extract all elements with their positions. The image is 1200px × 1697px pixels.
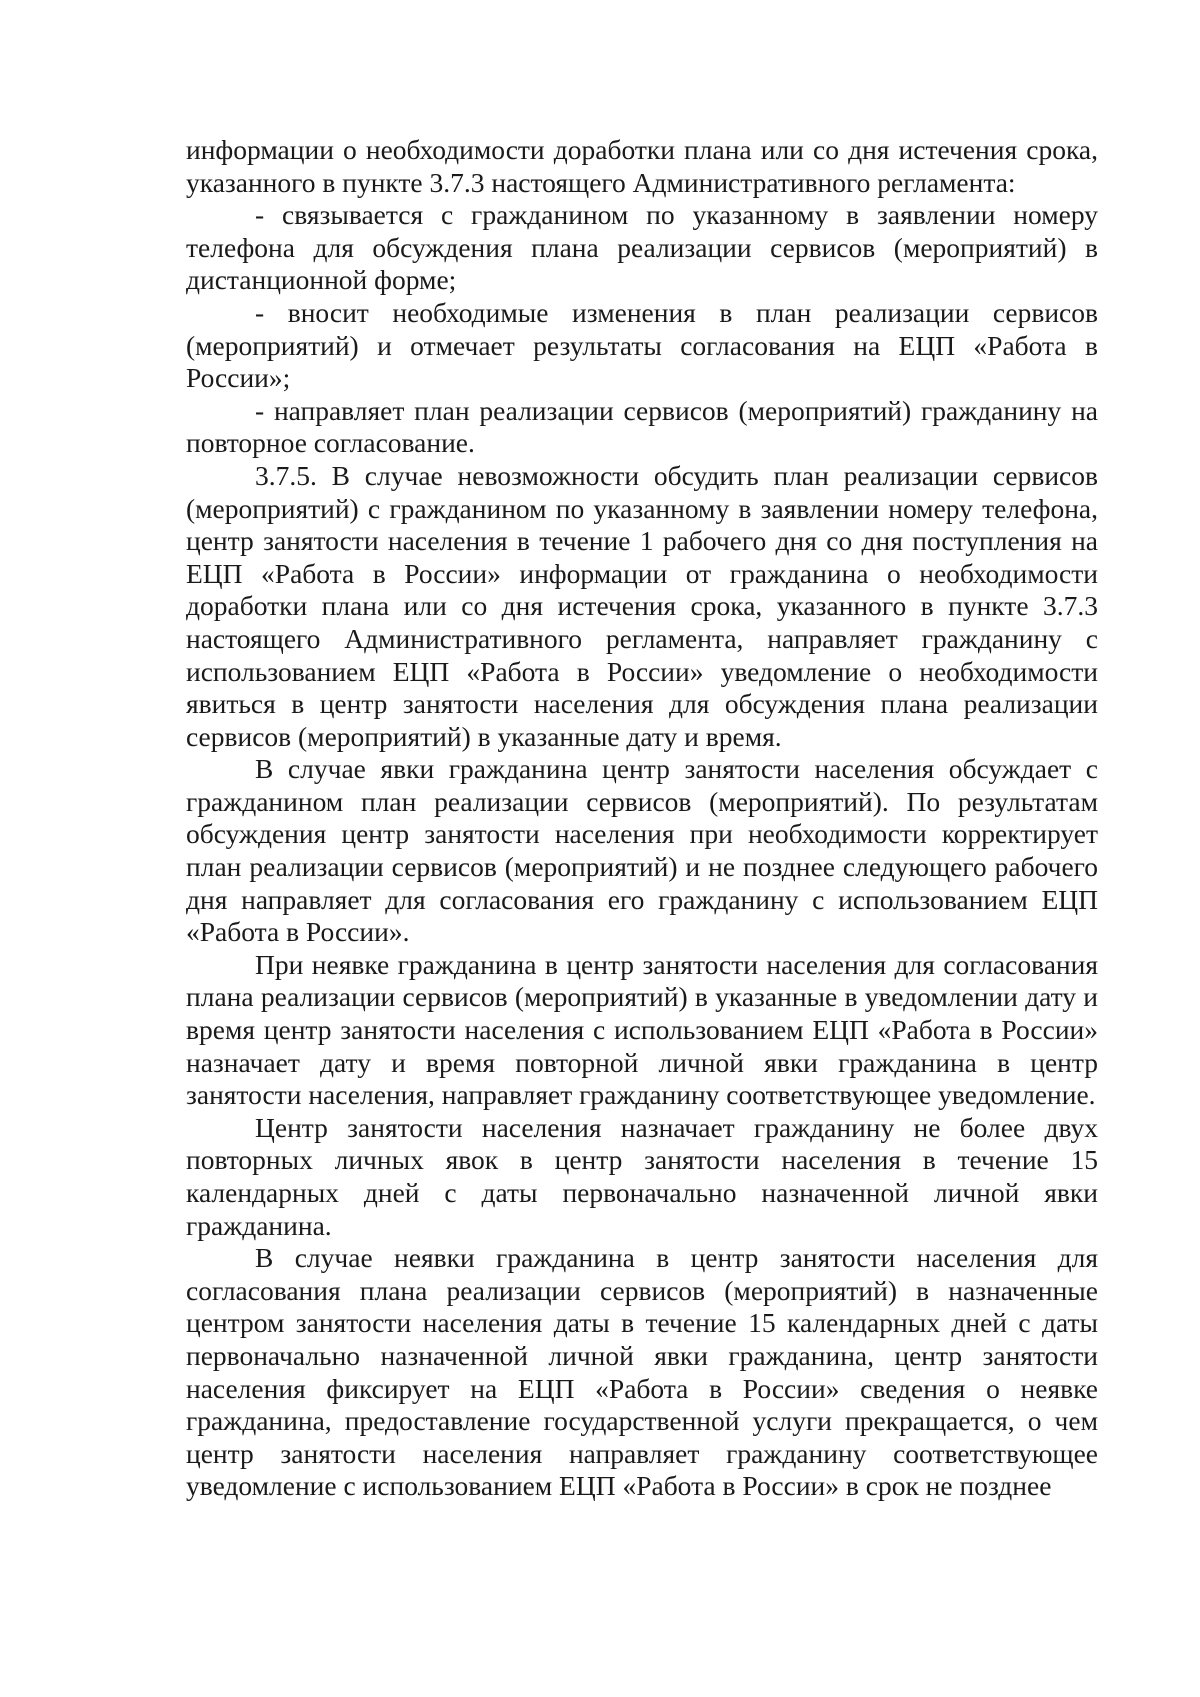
paragraph-3-7-5: 3.7.5. В случае невозможности обсудить план реализации сервисов (мероприятий) с гражданином по указанному в заявлении номеру телефона, центр занятости населения в течение 1 рабочего дня со дня поступления на ЕЦП «Работа в России» информации от гражданина о необходимости доработки плана или со дня истечения срока, указанного в пункте 3.7.3 настоящего Административного регламента, направляет гражданину с использованием ЕЦП «Работа в России» уведомление о необходимости явиться в центр занятости населения для обсуждения плана реализации сервисов (мероприятий) в указанные дату и время. <box>186 459 1098 752</box>
paragraph-service-termination: В случае неявки гражданина в центр занятости населения для согласования плана реализации сервисов (мероприятий) в назначенные центром занятости населения даты в течение 15 календарных дней с даты первоначально назначенной личной явки гражданина, центр занятости населения фиксирует на ЕЦП «Работа в России» сведения о неявке гражданина, предоставление государственной услуги прекращается, о чем центр занятости населения направляет гражданину соответствующее уведомление с использованием ЕЦП «Работа в России» в срок не позднее <box>186 1242 1098 1502</box>
list-item-contact-citizen: - связывается с гражданином по указанному в заявлении номеру телефона для обсуждения плана реализации сервисов (мероприятий) в дистанционной форме; <box>186 199 1098 296</box>
document-body <box>186 134 1098 1503</box>
paragraph-citizen-attendance: В случае явки гражданина центр занятости населения обсуждает с гражданином план реализации сервисов (мероприятий). По результатам обсуждения центр занятости населения при необходимости корректирует план реализации сервисов (мероприятий) и не позднее следующего рабочего дня направляет для согласования его гражданину с использованием ЕЦП «Работа в России». <box>186 753 1098 948</box>
paragraph-citizen-absence: При неявке гражданина в центр занятости населения для согласования плана реализации сервисов (мероприятий) в указанные в уведомлении дату и время центр занятости населения с использованием ЕЦП «Работа в России» назначает дату и время повторной личной явки гражданина в центр занятости населения, направляет гражданину соответствующее уведомление. <box>186 948 1098 1111</box>
paragraph-continuation: информации о необходимости доработки плана или со дня истечения срока, указанного в пункте 3.7.3 настоящего Административного регламента: <box>186 134 1098 198</box>
list-item-send-plan: - направляет план реализации сервисов (мероприятий) гражданину на повторное согласование. <box>186 394 1098 459</box>
list-item-make-changes: - вносит необходимые изменения в план реализации сервисов (мероприятий) и отмечает результаты согласования на ЕЦП «Работа в России»; <box>186 296 1098 394</box>
paragraph-repeat-visits: Центр занятости населения назначает гражданину не более двух повторных личных явок в центр занятости населения в течение 15 календарных дней с даты первоначально назначенной личной явки гражданина. <box>186 1111 1098 1241</box>
